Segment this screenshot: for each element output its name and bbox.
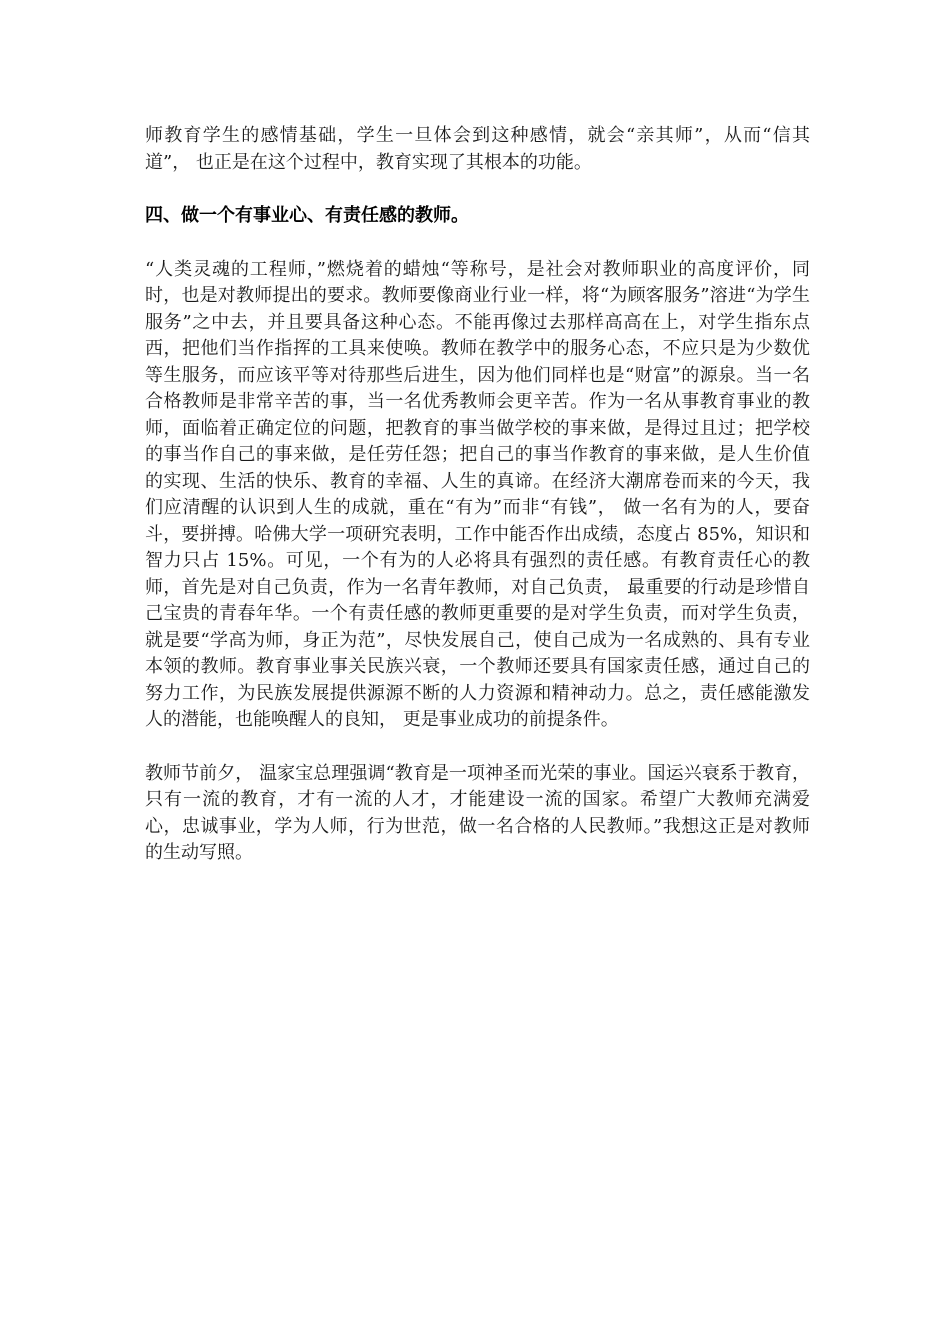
paragraph-gap (145, 734, 810, 761)
paragraph-responsibility: “人类灵魂的工程师，”燃烧着的蜡烛“等称号，是社会对教师职业的高度评价，同时，也是对教师提出的要求。教师要像商业行业一样，将“为顾客服务”溶进“为学生服务”之中去，并且要具备这种心态。不能再像过去那样高高在上，对学生指东点西，把他们当作指挥的工具来使唤。教师在教学中的服务心态，不应只是为少数优等生服务，而应该平等对待那些后进生，因为他们同样也是“财富”的源泉。当一名合格教师是非常辛苦的事，当一名优秀教师会更辛苦。作为一名从事教育事业的教师，面临着正确定位的问题，把教育的事当做学校的事来做，是得过且过；把学校的事当作自己的事来做，是任劳任怨；把自己的事当作教育的事来做，是人生价值的实现、生活的快乐、教育的幸福、人生的真谛。在经济大潮席卷而来的今天，我们应清醒的认识到人生的成就，重在“有为”而非“有钱”， 做一名有为的人，要奋斗，要拼搏。哈佛大学一项研究表明，工作中能否作出成绩，态度占 85%，知识和智力只占 15%。可见，一个有为的人必将具有强烈的责任感。有教育责任心的教师，首先是对自己负责，作为一名青年教师，对自己负责， 最重要的行动是珍惜自己宝贵的青春年华。一个有责任感的教师更重要的是对学生负责，而对学生负责，就是要“学高为师，身正为范”，尽快发展自己，使自己成为一名成熟的、具有专业本领的教师。教育事业事关民族兴衰，一个教师还要具有国家责任感，通过自己的努力工作，为民族发展提供源源不断的人力资源和精神动力。总之，责任感能激发人的潜能，也能唤醒人的良知， 更是事业成功的前提条件。 (145, 258, 810, 730)
paragraph-gap (145, 230, 810, 257)
paragraph-gap (145, 176, 810, 203)
paragraph-intro: 师教育学生的感情基础，学生一旦体会到这种感情，就会“亲其师”，从而“信其道”， 也正是在这个过程中，教育实现了其根本的功能。 (145, 125, 810, 173)
paragraph-closing: 教师节前夕， 温家宝总理强调“教育是一项神圣而光荣的事业。国运兴衰系于教育，只有一流的教育，才有一流的人才，才能建设一流的国家。希望广大教师充满爱心，忠诚事业，学为人师，行为世范，做一名合格的人民教师。”我想这正是对教师的生动写照。 (145, 762, 810, 863)
section-heading: 四、做一个有事业心、有责任感的教师。 (145, 205, 469, 226)
document-page (145, 123, 810, 867)
